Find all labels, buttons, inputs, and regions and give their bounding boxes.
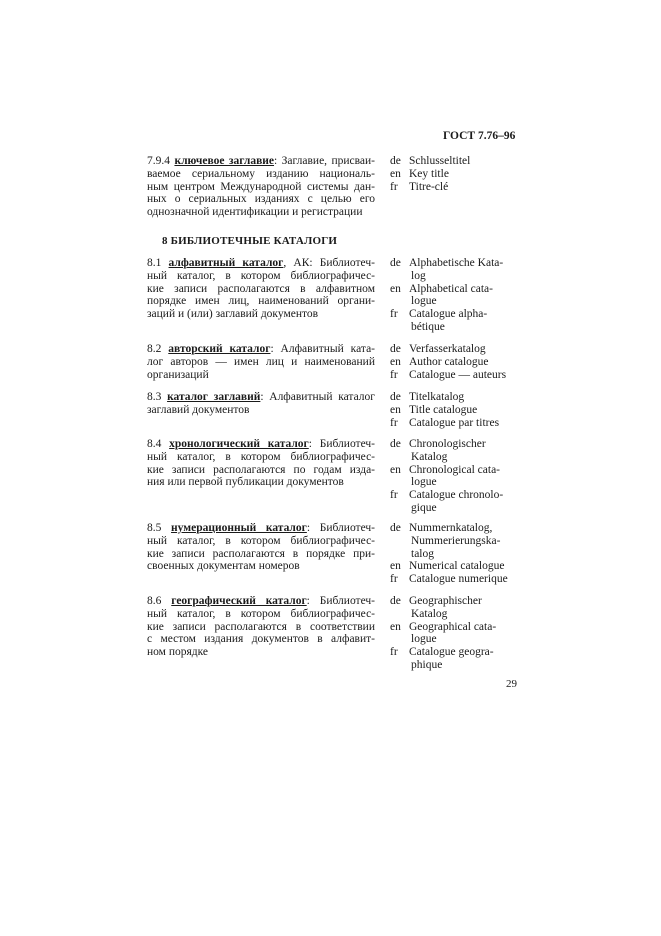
translation-text: Catalogue chronolo- gique <box>409 489 504 514</box>
language-code: fr <box>390 646 398 659</box>
translation-row <box>390 391 530 404</box>
term-definition <box>147 522 375 573</box>
language-code: en <box>390 167 401 180</box>
language-code: fr <box>390 308 398 321</box>
language-code: fr <box>390 368 398 381</box>
definition-line: с местом издания документов в алфавит- <box>147 633 375 646</box>
language-code: en <box>390 560 401 573</box>
translation-row <box>390 560 530 573</box>
language-code: de <box>390 257 401 269</box>
translation-row <box>390 155 530 168</box>
language-code: de <box>390 391 401 403</box>
definition-text: : Алфавитный каталог <box>260 391 375 403</box>
translation-text: Nummernkatalog, Nummerierungska- talog <box>409 522 501 560</box>
translation-row <box>390 595 530 621</box>
translation-row <box>390 369 530 382</box>
section-title: 8 БИБЛИОТЕЧНЫЕ КАТАЛОГИ <box>162 235 338 247</box>
definition-line: заций и (или) заглавий документов <box>147 308 319 321</box>
term-number: 8.3 <box>147 391 168 403</box>
definition-line: заглавий документов <box>147 403 250 416</box>
term-name: алфавитный каталог <box>168 257 284 269</box>
translation-text: Verfasserkatalog <box>409 343 486 355</box>
term-definition <box>147 438 375 489</box>
language-code: de <box>390 595 401 607</box>
translation-text: Titre-clé <box>409 180 449 193</box>
page-number: 29 <box>506 678 517 690</box>
definition-text: : Библиотеч- <box>306 595 376 607</box>
translation-text: Alphabetical cata- logue <box>409 282 493 308</box>
definition-line: организаций <box>147 368 209 381</box>
translation-text: Key title <box>409 167 449 180</box>
definition-line: ный каталог, в котором библиографичес- <box>147 269 375 282</box>
translation-row <box>390 308 530 334</box>
term-name: хронологический каталог <box>169 438 309 450</box>
definition-line: своенных документам номеров <box>147 560 300 573</box>
term-number: 7.9.4 <box>147 155 175 167</box>
term-definition <box>147 391 375 417</box>
language-code: de <box>390 522 401 534</box>
language-code: de <box>390 438 401 450</box>
language-code: en <box>390 282 401 295</box>
definition-line <box>147 391 375 404</box>
definition-text: : Библиотеч- <box>306 522 375 534</box>
term-name: нумерационный каталог <box>171 522 307 534</box>
definition-line: кие записи располагаются в алфавитном <box>147 282 375 295</box>
definition-line: ваемое сериальному изданию националь- <box>147 167 375 180</box>
term-name: географический каталог <box>171 595 307 607</box>
definition-line <box>147 438 375 451</box>
language-code: de <box>390 155 401 167</box>
term-translations <box>390 438 530 515</box>
translation-text: Alphabetische Kata- log <box>409 257 504 282</box>
definition-text: : Алфавитный ката- <box>270 343 376 355</box>
document-header: ГОСТ 7.76–96 <box>443 130 516 142</box>
translation-text: Chronologischer Katalog <box>409 438 486 463</box>
definition-line: ный каталог, в котором библиографичес- <box>147 534 375 547</box>
definition-line <box>147 595 375 608</box>
translation-row <box>390 283 530 309</box>
definition-line: ным центром Международной системы дан- <box>147 180 375 193</box>
translation-row <box>390 417 530 430</box>
term-definition <box>147 257 375 321</box>
term-number: 8.5 <box>147 522 172 534</box>
term-definition <box>147 595 375 659</box>
language-code: fr <box>390 416 398 429</box>
translation-row <box>390 404 530 417</box>
translation-text: Titelkatalog <box>409 391 465 403</box>
term-definition <box>147 343 375 381</box>
translation-text: Catalogue numerique <box>409 573 508 586</box>
translation-row <box>390 438 530 464</box>
translation-text: Numerical catalogue <box>409 560 505 573</box>
term-number: 8.1 <box>147 257 169 269</box>
translation-row <box>390 489 530 515</box>
translation-text: Chronological cata- logue <box>409 463 501 489</box>
term-translations <box>390 343 530 381</box>
definition-line: кие записи располагаются в порядке при- <box>147 547 375 560</box>
translation-text: Geographical cata- logue <box>409 620 497 646</box>
language-code: fr <box>390 573 398 586</box>
definition-line: кие записи располагаются в соответствии <box>147 620 375 633</box>
term-translations <box>390 257 530 334</box>
language-code: en <box>390 463 401 476</box>
translation-row <box>390 168 530 181</box>
translation-text: Author catalogue <box>409 355 489 368</box>
translation-row <box>390 181 530 194</box>
term-translations <box>390 391 530 429</box>
term-name: ключевое заглавие <box>174 155 275 167</box>
definition-text: , АК: Библиотеч- <box>283 257 375 269</box>
definition-line <box>147 522 375 535</box>
definition-line: кие записи располагаются по годам изда- <box>147 463 375 476</box>
term-number: 8.2 <box>147 343 169 355</box>
translation-row <box>390 257 530 283</box>
translation-row <box>390 464 530 490</box>
definition-line: порядке имен лиц, наименований органи- <box>147 295 375 308</box>
definition-text: : Библиотеч- <box>308 438 375 450</box>
definition-line <box>147 343 375 356</box>
translation-text: Title catalogue <box>409 403 478 416</box>
definition-line: ния или первой публикации документов <box>147 476 344 489</box>
term-number: 8.4 <box>147 438 170 450</box>
translation-text: Catalogue alpha- bétique <box>409 308 488 333</box>
term-translations <box>390 595 530 672</box>
translation-text: Geographischer Katalog <box>409 595 482 620</box>
definition-line: ный каталог, в котором библиографичес- <box>147 450 375 463</box>
definition-line <box>147 257 375 270</box>
language-code: en <box>390 355 401 368</box>
definition-text: : Заглавие, присваи- <box>274 155 376 167</box>
language-code: en <box>390 403 401 416</box>
language-code: fr <box>390 489 398 502</box>
translation-row <box>390 646 530 672</box>
language-code: de <box>390 343 401 355</box>
definition-line: ный каталог, в котором библиографичес- <box>147 607 375 620</box>
term-definition <box>147 155 375 219</box>
term-translations <box>390 155 530 193</box>
term-number: 8.6 <box>147 595 172 607</box>
translation-row <box>390 343 530 356</box>
definition-line: ном порядке <box>147 646 209 659</box>
translation-row <box>390 621 530 647</box>
translation-text: Catalogue geogra- phique <box>409 646 494 671</box>
translation-row <box>390 522 530 560</box>
definition-line: лог авторов — имен лиц и наименований <box>147 355 375 368</box>
translation-text: Schlusseltitel <box>409 155 471 167</box>
translation-row <box>390 356 530 369</box>
translation-text: Catalogue — auteurs <box>409 368 507 381</box>
term-name: каталог заглавий <box>167 391 261 403</box>
language-code: en <box>390 620 401 633</box>
language-code: fr <box>390 180 398 193</box>
definition-line: однозначной идентификации и регистрации <box>147 206 363 219</box>
term-translations <box>390 522 530 586</box>
translation-text: Catalogue par titres <box>409 416 500 429</box>
definition-line <box>147 155 375 168</box>
term-name: авторский каталог <box>168 343 271 355</box>
translation-row <box>390 573 530 586</box>
definition-line: ных о сериальных изданиях с целью его <box>147 193 375 206</box>
